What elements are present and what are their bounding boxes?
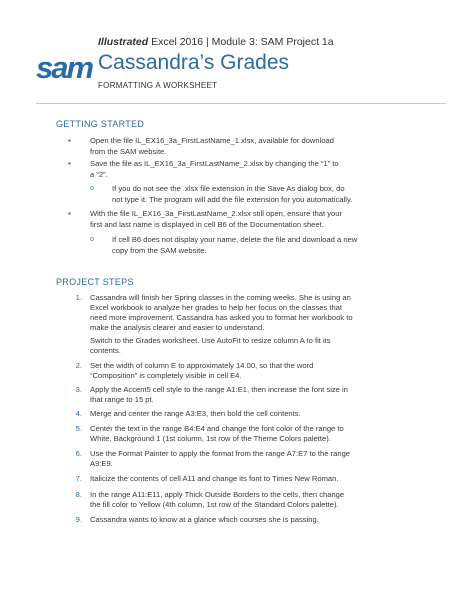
document-header bbox=[36, 36, 446, 106]
step-7: 7. Italicize the contents of cell A11 and change its font to Times New Roman. bbox=[75, 474, 339, 483]
bullet-ensure-name: ▪ With the file IL_EX16_3a_FirstLastName_2.xlsx still open, ensure that your first and last name is displayed in cell B6 of the Documentation sheet. bbox=[68, 209, 342, 229]
bullet-icon: ▪ bbox=[68, 159, 71, 168]
sub-bullet-cell-b6: o If cell B6 does not display your name, delete the file and download a new copy from the SAM website. bbox=[90, 235, 358, 255]
step-8: 8. In the range A11:E11, apply Thick Outside Borders to the cells, then change the fill color to Yellow (4th column, 1st row of the Standard Colors palette). bbox=[75, 490, 345, 509]
step-9: 9. Cassandra wants to know at a glance which courses she is passing. bbox=[75, 515, 319, 524]
sub-bullet-extension: o If you do not see the .xlsx file extension in the Save As dialog box, do not type it. The program will add the file extension for you automatically. bbox=[90, 184, 353, 204]
header-divider bbox=[36, 103, 446, 104]
sub-bullet-icon: o bbox=[90, 236, 94, 243]
step-4: 4. Merge and center the range A3:E3, then bold the cell contents. bbox=[75, 409, 301, 418]
series-brand: Illustrated bbox=[98, 36, 149, 48]
sam-logo: sam bbox=[36, 50, 93, 85]
series-line bbox=[98, 36, 334, 48]
step-3: 3. Apply the Accent5 cell style to the range A1:E1, then increase the font size in that range to 15 pt. bbox=[75, 385, 348, 404]
step-2: 2. Set the width of column E to approximately 14.00, so that the word “Composition” is completely visible in cell E4. bbox=[75, 361, 314, 380]
project-steps-heading: PROJECT STEPS bbox=[56, 277, 134, 287]
step-5: 5. Center the text in the range B4:E4 and change the font color of the range to White, Background 1 (1st column, 1st row of the Theme Colors palette). bbox=[75, 424, 344, 443]
getting-started-heading: GETTING STARTED bbox=[56, 119, 145, 129]
series-details: Excel 2016 | Module 3: SAM Project 1a bbox=[148, 36, 334, 48]
bullet-icon: ▪ bbox=[68, 209, 71, 218]
document-title: Cassandra’s Grades bbox=[98, 51, 290, 74]
sub-bullet-icon: o bbox=[90, 185, 94, 192]
document-subtitle: FORMATTING A WORKSHEET bbox=[98, 81, 218, 90]
step-6: 6. Use the Format Painter to apply the format from the range A7:E7 to the range A9:E9. bbox=[75, 449, 351, 468]
bullet-open-file: ▪ Open the file IL_EX16_3a_FirstLastName_1.xlsx, available for download from the SAM website. bbox=[68, 136, 334, 156]
bullet-save-file: ▪ Save the file as IL_EX16_3a_FirstLastName_2.xlsx by changing the “1” to a “2”. bbox=[68, 159, 339, 179]
step-1: 1. Cassandra will finish her Spring classes in the coming weeks. She is using an Excel workbook to analyze her grades to help her focus on the classes that need more improvement. Cassandra has asked you to format her workbook to make the analysis clearer and easier to understand. bbox=[75, 293, 353, 332]
step-1-note: Switch to the Grades worksheet. Use AutoFit to resize column A to fit its contents. bbox=[90, 336, 331, 355]
bullet-icon: ▪ bbox=[68, 136, 71, 145]
